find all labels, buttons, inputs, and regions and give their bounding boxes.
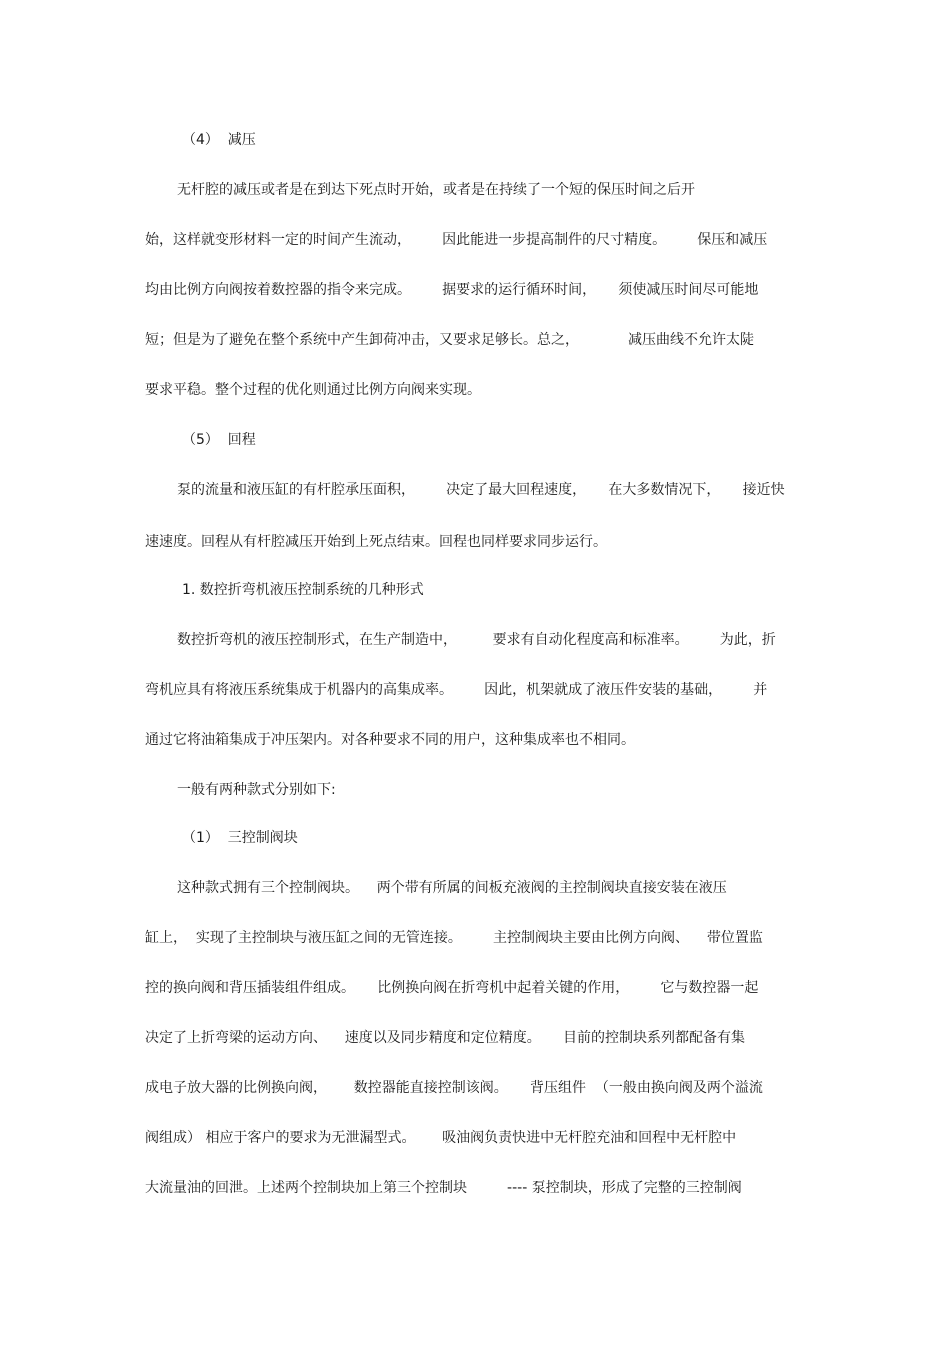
paragraph-line: 数控折弯机的液压控制形式，在生产制造中， 要求有自动化程度高和标准率。 为此，折: [177, 632, 776, 648]
section-heading-return: （5） 回程: [182, 432, 256, 448]
paragraph-line: 决定了上折弯梁的运动方向、 速度以及同步精度和定位精度。 目前的控制块系列都配备有集: [145, 1030, 746, 1046]
paragraph-line: 弯机应具有将液压系统集成于机器内的高集成率。 因此，机架就成了液压件安装的基础， 并: [145, 682, 768, 698]
paragraph-line: 无杆腔的减压或者是在到达下死点时开始，或者是在持续了一个短的保压时间之后开: [177, 182, 695, 198]
paragraph-line: 始，这样就变形材料一定的时间产生流动， 因此能进一步提高制件的尺寸精度。 保压和减压: [145, 232, 768, 248]
paragraph-line: 通过它将油箱集成于冲压架内。对各种要求不同的用户，这种集成率也不相同。: [145, 732, 635, 748]
section-heading-three-valve: （1） 三控制阀块: [182, 830, 298, 846]
paragraph-line: 一般有两种款式分别如下:: [177, 782, 336, 798]
paragraph-line: 大流量油的回泄。上述两个控制块加上第三个控制块 ---- 泵控制块，形成了完整的三控制阀: [145, 1180, 742, 1196]
section-heading-depressurize: （4） 减压: [182, 132, 256, 148]
paragraph-line: 这种款式拥有三个控制阀块。 两个带有所属的间板充液阀的主控制阀块直接安装在液压: [177, 880, 727, 896]
paragraph-line: 速速度。回程从有杆腔减压开始到上死点结束。回程也同样要求同步运行。: [145, 534, 607, 550]
section-heading-forms: 1. 数控折弯机液压控制系统的几种形式: [182, 582, 424, 598]
paragraph-line: 阀组成） 相应于客户的要求为无泄漏型式。 吸油阀负责快进中无杆腔充油和回程中无杆腔中: [145, 1130, 737, 1146]
paragraph-line: 缸上， 实现了主控制块与液压缸之间的无管连接。 主控制阀块主要由比例方向阀、 带位置监: [145, 930, 763, 946]
paragraph-line: 短；但是为了避免在整个系统中产生卸荷冲击，又要求足够长。总之， 减压曲线不允许太陡: [145, 332, 754, 348]
paragraph-line: 泵的流量和液压缸的有杆腔承压面积， 决定了最大回程速度， 在大多数情况下， 接近快: [177, 482, 785, 498]
paragraph-line: 成电子放大器的比例换向阀， 数控器能直接控制该阀。 背压组件 （一般由换向阀及两个溢流: [145, 1080, 763, 1096]
paragraph-line: 要求平稳。整个过程的优化则通过比例方向阀来实现。: [145, 382, 481, 398]
paragraph-line: 均由比例方向阀按着数控器的指令来完成。 据要求的运行循环时间， 须使减压时间尽可能地: [145, 282, 759, 298]
paragraph-line: 控的换向阀和背压插装组件组成。 比例换向阀在折弯机中起着关键的作用， 它与数控器一起: [145, 980, 759, 996]
